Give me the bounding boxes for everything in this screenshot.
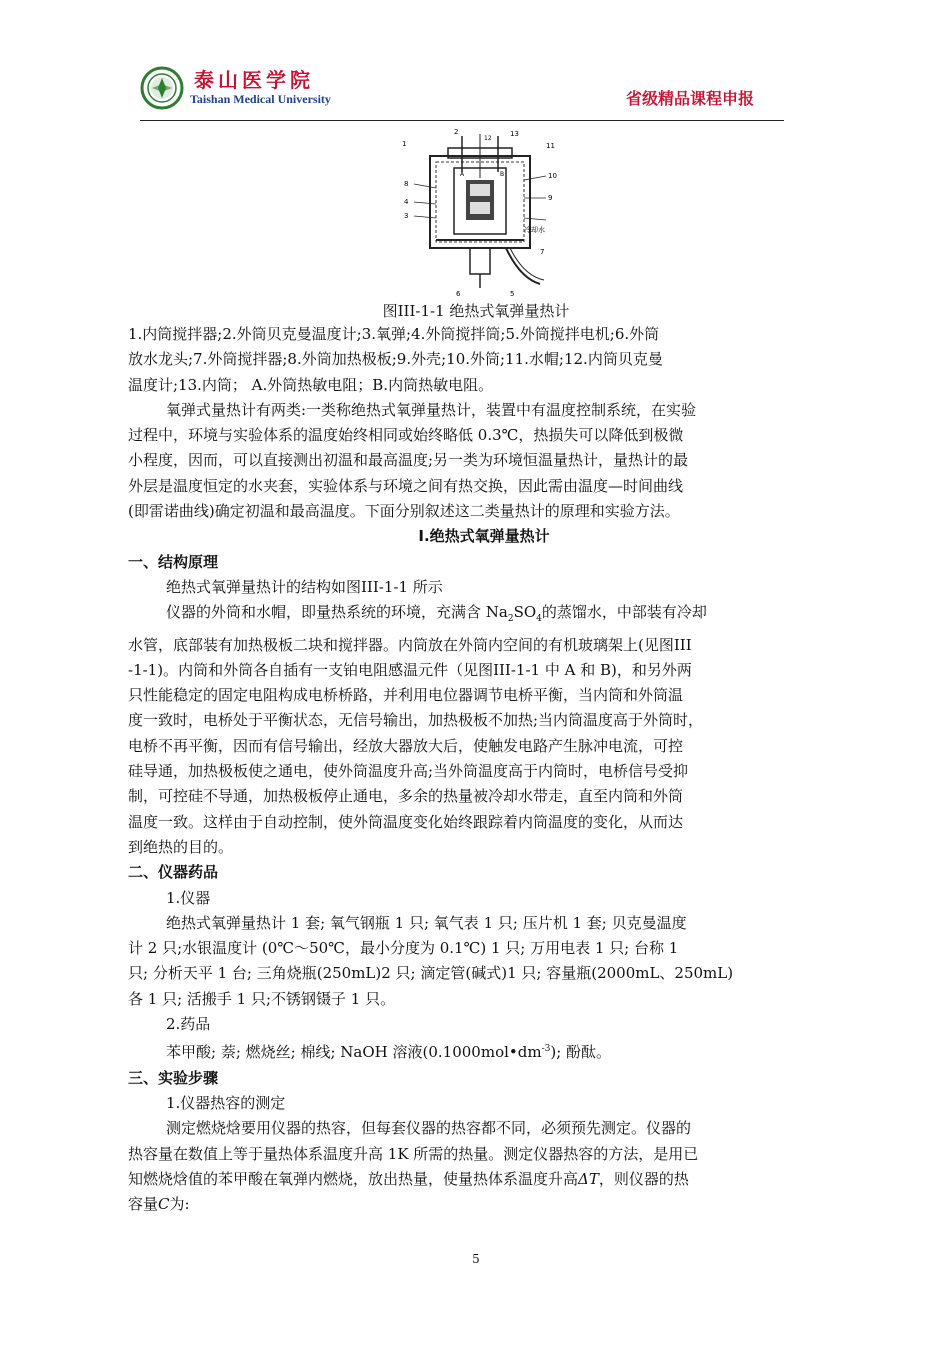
paragraph-line: 计 2 只;水银温度计 (0℃～50℃，最小分度为 0.1℃) 1 只; 万用电表 1 只; 台称 1 xyxy=(128,939,679,958)
paragraph-line: 只性能稳定的固定电阻构成电桥桥路，并利用电位器调节电桥平衡，当内筒和外筒温 xyxy=(128,686,684,705)
paragraph-line: 氧弹式量热计有两类:一类称绝热式氧弹量热计，装置中有温度控制系统，在实验 xyxy=(166,400,697,419)
university-logo-icon xyxy=(140,66,184,110)
paragraph-line: 制，可控硅不导通，加热极板停止通电，多余的热量被冷却水带走，直至内筒和外筒 xyxy=(128,787,684,806)
figure-label: 12 xyxy=(484,135,492,142)
paragraph-line: 硅导通，加热极板使之通电，使外筒温度升高;当外筒温度高于内筒时，电桥信号受抑 xyxy=(128,762,689,781)
paragraph-line: 绝热式氧弹量热计 1 套; 氧气钢瓶 1 只; 氧气表 1 只; 压片机 1 套; 贝克曼温度 xyxy=(166,913,687,932)
subsection-heading: 2.药品 xyxy=(166,1015,211,1034)
header-divider xyxy=(140,120,784,121)
paragraph-line: 只; 分析天平 1 台; 三角烧瓶(250mL)2 只; 滴定管(碱式)1 只; 容量瓶(2000mL、250mL) xyxy=(128,964,734,983)
paragraph-line: 热容量在数值上等于量热体系温度升高 1K 所需的热量。测定仪器热容的方法，是用已 xyxy=(128,1144,699,1163)
paragraph-line: 到绝热的目的。 xyxy=(128,837,234,856)
figure-label: 9 xyxy=(548,194,553,202)
paragraph-line: 外层是温度恒定的水夹套，实验体系与环境之间有热交换，因此需由温度—时间曲线 xyxy=(128,476,684,495)
subsection-heading: 1.仪器热容的测定 xyxy=(166,1093,286,1112)
paragraph-line: 苯甲酸; 萘; 燃烧丝; 棉线; NaOH 溶液$(0.1000mol•dm^{-3})$; 酚酞。 xyxy=(166,1043,612,1062)
figure-label: 7 xyxy=(540,248,545,256)
figure-label: 11 xyxy=(546,142,555,150)
paragraph-line: 测定燃烧焓要用仪器的热容，但每套仪器的热容都不同，必须预先测定。仪器的 xyxy=(166,1119,692,1138)
section-title: Ⅰ.绝热式氧弹量热计 xyxy=(418,527,550,546)
subsection-heading: 1.仪器 xyxy=(166,888,211,907)
paragraph-line: -1-1)。内筒和外筒各自插有一支铂电阻感温元件（见图III-1-1 中 A 和 B)，和另外两 xyxy=(128,660,692,679)
course-application-label: 省级精品课程申报 xyxy=(625,89,754,108)
paragraph-line: 小程度，因而，可以直接测出初温和最高温度;另一类为环境恒温量热计，量热计的最 xyxy=(128,451,689,470)
school-name-chinese: 泰山医学院 xyxy=(194,68,314,92)
page-header xyxy=(140,62,784,122)
paragraph-line: 温度一致。这样由于自动控制，使外筒温度变化始终跟踪着内筒温度的变化，从而达 xyxy=(128,812,684,831)
figure-label: B xyxy=(500,171,505,178)
figure-legend-line: 放水龙头;7.外筒搅拌器;8.外筒加热极板;9.外壳;10.外筒;11.水帽;12.内筒贝克曼 xyxy=(128,350,663,369)
paragraph-line: 各 1 只; 活搬手 1 只;不锈钢镊子 1 只。 xyxy=(128,989,396,1008)
paragraph-line: 仪器的外筒和水帽，即量热系统的环境，充满含 $Na_2SO_4$的蒸馏水，中部装有冷却 xyxy=(166,603,707,625)
cooling-water-label: 冷却水 xyxy=(524,226,545,234)
paragraph-line: 水管，底部装有加热极板二块和搅拌器。内筒放在外筒内空间的有机玻璃架上(见图III xyxy=(128,635,692,654)
figure-label: 8 xyxy=(404,180,409,188)
document-body xyxy=(128,322,840,1217)
figure-label: 10 xyxy=(548,172,557,180)
paragraph-line: 度一致时，电桥处于平衡状态，无信号输出，加热极板不加热;当内筒温度高于外筒时， xyxy=(128,711,704,730)
figure-label: 6 xyxy=(456,290,461,298)
figure-label: 13 xyxy=(510,130,519,138)
paragraph-line: 容量C为: xyxy=(128,1195,190,1214)
calorimeter-diagram xyxy=(400,128,560,298)
paragraph-line: 过程中，环境与实验体系的温度始终相同或始终略低 0.3℃，热损失可以降低到极微 xyxy=(128,426,684,445)
figure-legend-line: 1.内筒搅拌器;2.外筒贝克曼温度计;3.氧弹;4.外筒搅拌筒;5.外筒搅拌电机;6.外筒 xyxy=(128,325,660,343)
figure-label: 1 xyxy=(402,140,407,148)
figure-caption: 图III-1-1 绝热式氧弹量热计 xyxy=(382,302,570,320)
page-number: 5 xyxy=(472,1252,480,1266)
section-heading: 一、结构原理 xyxy=(128,552,219,571)
figure-legend-line: 温度计;13.内筒； A.外筒热敏电阻；B.内筒热敏电阻。 xyxy=(128,375,494,394)
paragraph-line: (即雷诺曲线)确定初温和最高温度。下面分别叙述这二类量热计的原理和实验方法。 xyxy=(128,502,680,521)
figure-label: 2 xyxy=(454,128,459,136)
figure-label: A xyxy=(460,171,465,178)
figure-label: 3 xyxy=(404,212,409,220)
figure-label: 5 xyxy=(510,290,515,298)
school-name-english: Taishan Medical University xyxy=(190,92,331,106)
section-heading: 三、实验步骤 xyxy=(128,1068,219,1087)
section-heading: 二、仪器药品 xyxy=(128,863,219,882)
figure-label: 4 xyxy=(404,198,409,206)
paragraph-line: 电桥不再平衡，因而有信号输出，经放大器放大后，使触发电路产生脉冲电流，可控 xyxy=(128,736,684,755)
paragraph-line: 知燃烧焓值的苯甲酸在氧弹内燃烧，放出热量，使量热体系温度升高ΔT，则仪器的热 xyxy=(128,1169,689,1188)
paragraph-line: 绝热式氧弹量热计的结构如图III-1-1 所示 xyxy=(166,577,443,596)
